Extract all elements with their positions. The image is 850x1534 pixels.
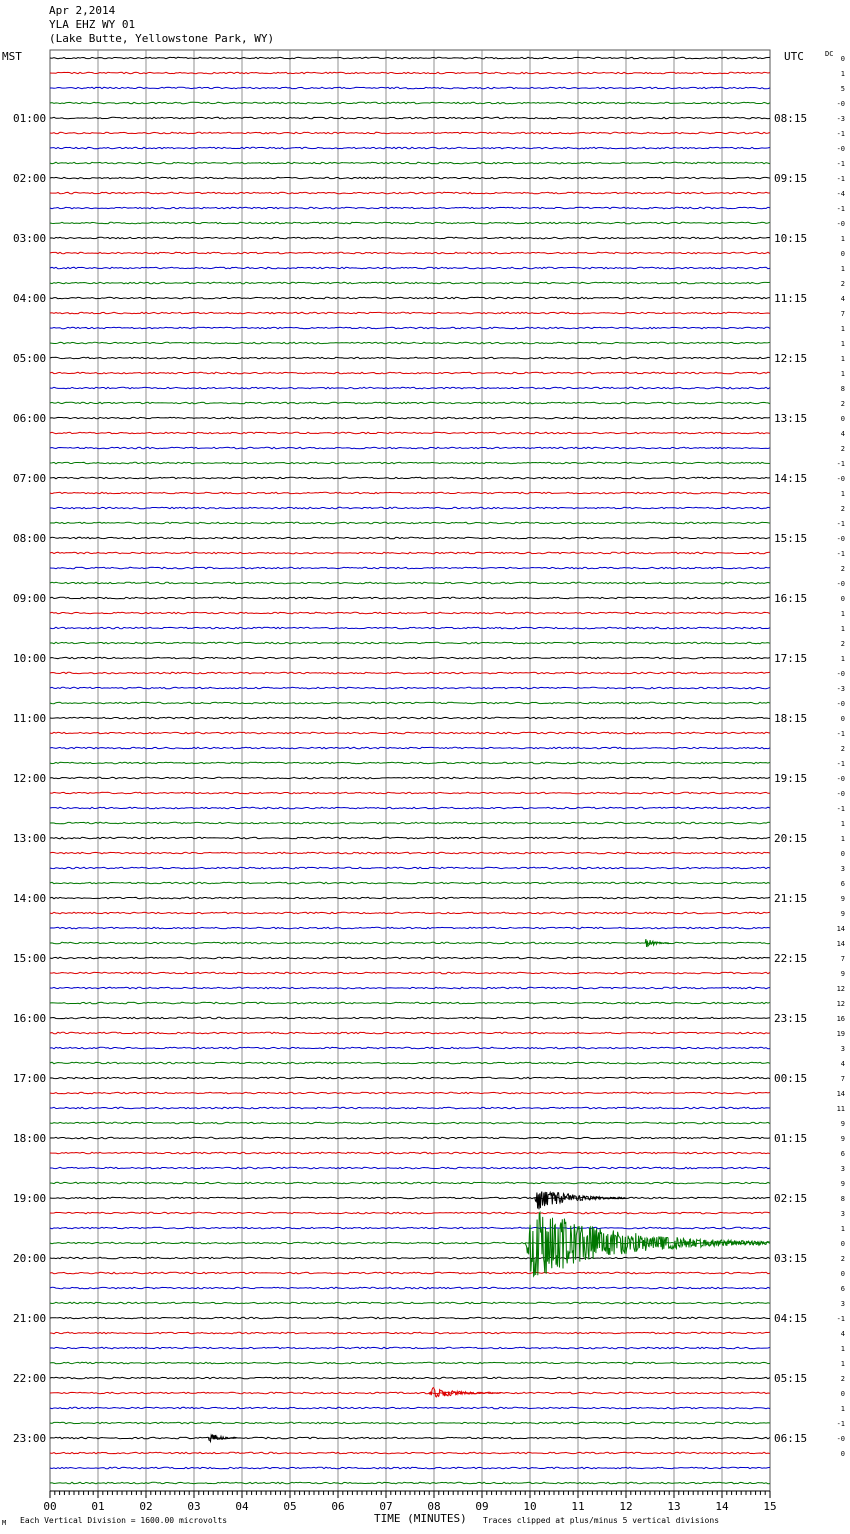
dc-offset-label: -0 xyxy=(836,700,845,708)
dc-offset-label: 16 xyxy=(836,1015,845,1023)
trace-row xyxy=(50,597,770,599)
dc-offset-label: 1 xyxy=(840,235,845,243)
left-hour-label: 12:00 xyxy=(13,772,47,785)
dc-offset-label: -3 xyxy=(836,115,845,123)
dc-offset-label: 1 xyxy=(840,835,845,843)
dc-offset-label: 2 xyxy=(840,400,845,408)
left-hour-label: 06:00 xyxy=(13,412,47,425)
right-hour-label: 18:15 xyxy=(774,712,808,725)
right-hour-label: 20:15 xyxy=(774,832,808,845)
corner-mark: M xyxy=(2,1519,7,1527)
right-hour-label: 19:15 xyxy=(774,772,808,785)
trace-row xyxy=(50,1452,770,1454)
scale-note: Each Vertical Division = 1600.00 microvolts xyxy=(20,1516,228,1525)
trace-row xyxy=(50,1362,770,1364)
trace-row xyxy=(50,1002,770,1004)
dc-offset-label: 4 xyxy=(840,1060,845,1068)
trace-row xyxy=(50,582,770,584)
dc-offset-label: 2 xyxy=(840,640,845,648)
dc-offset-label: 9 xyxy=(840,1120,845,1128)
trace-row xyxy=(50,537,770,539)
dc-offset-label: -0 xyxy=(836,475,845,483)
dc-offset-label: -1 xyxy=(836,760,845,768)
left-hour-label: 01:00 xyxy=(13,112,47,125)
trace-row xyxy=(50,702,770,704)
dc-offset-label: 8 xyxy=(840,385,845,393)
x-tick-label: 05 xyxy=(283,1500,297,1513)
trace-row xyxy=(50,837,770,839)
right-hour-label: 04:15 xyxy=(774,1312,808,1325)
trace-row xyxy=(50,552,770,554)
right-hour-label: 23:15 xyxy=(774,1012,808,1025)
x-tick-label: 13 xyxy=(667,1500,681,1513)
trace-row xyxy=(50,522,770,524)
trace-row xyxy=(50,957,770,959)
trace-row xyxy=(50,162,770,164)
dc-offset-label: -0 xyxy=(836,220,845,228)
right-hour-label: 14:15 xyxy=(774,472,808,485)
dc-offset-label: 2 xyxy=(840,280,845,288)
dc-offset-label: -0 xyxy=(836,580,845,588)
trace-row xyxy=(50,252,770,254)
dc-offset-label: 6 xyxy=(840,880,845,888)
x-tick-label: 12 xyxy=(619,1500,633,1513)
dc-offset-label: 9 xyxy=(840,970,845,978)
trace-row xyxy=(50,747,770,749)
dc-offset-label: 1 xyxy=(840,355,845,363)
left-hour-label: 20:00 xyxy=(13,1252,47,1265)
dc-offset-label: 0 xyxy=(840,1390,845,1398)
clip-note: Traces clipped at plus/minus 5 vertical divisions xyxy=(483,1516,720,1525)
right-hour-label: 21:15 xyxy=(774,892,808,905)
dc-offset-label: 0 xyxy=(840,1450,845,1458)
dc-offset-label: -1 xyxy=(836,550,845,558)
trace-row xyxy=(50,72,770,74)
dc-offset-label: 2 xyxy=(840,505,845,513)
dc-offset-label: 2 xyxy=(840,1375,845,1383)
dc-offset-label: -0 xyxy=(836,145,845,153)
trace-row xyxy=(50,432,770,434)
trace-row xyxy=(50,642,770,644)
left-hour-label: 18:00 xyxy=(13,1132,47,1145)
trace-row xyxy=(50,207,770,209)
right-hour-label: 02:15 xyxy=(774,1192,808,1205)
trace-row xyxy=(50,1332,770,1334)
dc-offset-label: 4 xyxy=(840,430,845,438)
trace-row xyxy=(50,1047,770,1049)
dc-offset-label: -4 xyxy=(836,190,845,198)
trace-row xyxy=(50,1092,770,1094)
trace-row xyxy=(50,972,770,974)
x-tick-label: 02 xyxy=(139,1500,153,1513)
dc-offset-label: 3 xyxy=(840,1210,845,1218)
trace-row xyxy=(50,882,770,884)
dc-offset-label: 7 xyxy=(840,955,845,963)
dc-offset-label: 0 xyxy=(840,595,845,603)
left-hour-label: 02:00 xyxy=(13,172,47,185)
left-hour-label: 08:00 xyxy=(13,532,47,545)
trace-row xyxy=(50,1482,770,1484)
left-hour-label: 07:00 xyxy=(13,472,47,485)
trace-row xyxy=(50,1302,770,1304)
dc-offset-label: 1 xyxy=(840,370,845,378)
dc-offset-label: 1 xyxy=(840,655,845,663)
dc-offset-label: -0 xyxy=(836,535,845,543)
dc-offset-label: 2 xyxy=(840,1255,845,1263)
trace-row xyxy=(50,762,770,764)
right-hour-label: 13:15 xyxy=(774,412,808,425)
left-hour-label: 05:00 xyxy=(13,352,47,365)
dc-label: DC xyxy=(825,50,834,58)
dc-offset-label: -1 xyxy=(836,205,845,213)
right-hour-label: 03:15 xyxy=(774,1252,808,1265)
trace-row xyxy=(50,1227,770,1229)
dc-offset-label: 1 xyxy=(840,820,845,828)
left-hour-label: 15:00 xyxy=(13,952,47,965)
x-tick-label: 06 xyxy=(331,1500,345,1513)
right-hour-label: 05:15 xyxy=(774,1372,808,1385)
trace-row xyxy=(50,1407,770,1409)
dc-offset-label: 0 xyxy=(840,850,845,858)
x-tick-label: 03 xyxy=(187,1500,201,1513)
left-hour-label: 03:00 xyxy=(13,232,47,245)
dc-offset-label: 8 xyxy=(840,1195,845,1203)
left-hour-label: 10:00 xyxy=(13,652,47,665)
trace-row xyxy=(50,102,770,104)
trace-row xyxy=(50,852,770,854)
trace-row xyxy=(50,447,770,449)
trace-row xyxy=(50,1137,770,1139)
trace-row xyxy=(50,1167,770,1169)
dc-offset-label: -1 xyxy=(836,130,845,138)
dc-offset-label: 1 xyxy=(840,265,845,273)
x-tick-label: 11 xyxy=(571,1500,585,1513)
dc-offset-label: 14 xyxy=(836,925,845,933)
x-tick-label: 07 xyxy=(379,1500,393,1513)
right-hour-label: 22:15 xyxy=(774,952,808,965)
x-axis-title: TIME (MINUTES) xyxy=(374,1512,467,1525)
right-hour-label: 15:15 xyxy=(774,532,808,545)
plot-grid xyxy=(50,50,770,1491)
trace-row xyxy=(50,342,770,344)
dc-offset-label: -1 xyxy=(836,175,845,183)
trace-row xyxy=(50,1422,770,1424)
trace-row xyxy=(50,372,770,374)
trace-row xyxy=(50,312,770,314)
trace-row xyxy=(50,912,770,914)
dc-offset-label: 1 xyxy=(840,1345,845,1353)
trace-row xyxy=(50,327,770,329)
left-hour-label: 16:00 xyxy=(13,1012,47,1025)
trace-row xyxy=(50,807,770,809)
dc-offset-label: -0 xyxy=(836,790,845,798)
trace-row xyxy=(50,147,770,149)
trace-row xyxy=(50,462,770,464)
dc-offset-label: -3 xyxy=(836,685,845,693)
x-axis xyxy=(43,1491,776,1513)
dc-offset-label: 7 xyxy=(840,310,845,318)
x-tick-label: 08 xyxy=(427,1500,441,1513)
dc-offset-label: 9 xyxy=(840,895,845,903)
trace-row xyxy=(50,1257,770,1259)
dc-offset-label: 2 xyxy=(840,565,845,573)
x-tick-label: 09 xyxy=(475,1500,489,1513)
dc-offset-label: 1 xyxy=(840,70,845,78)
dc-offset-label: 3 xyxy=(840,865,845,873)
seismic-events xyxy=(208,939,769,1441)
right-hour-label: 17:15 xyxy=(774,652,808,665)
trace-row xyxy=(50,402,770,404)
dc-offset-label: 1 xyxy=(840,625,845,633)
dc-offset-label: 1 xyxy=(840,1225,845,1233)
dc-offset-label: -0 xyxy=(836,1435,845,1443)
right-hour-label: 00:15 xyxy=(774,1072,808,1085)
header-station: YLA EHZ WY 01 xyxy=(49,18,136,31)
right-hour-label: 09:15 xyxy=(774,172,808,185)
header-date: Apr 2,2014 xyxy=(49,4,116,17)
trace-row xyxy=(50,87,770,89)
dc-offset-label: 1 xyxy=(840,1405,845,1413)
dc-offset-label: 3 xyxy=(840,1300,845,1308)
right-hour-label: 11:15 xyxy=(774,292,808,305)
trace-row xyxy=(50,792,770,794)
left-hour-label: 14:00 xyxy=(13,892,47,905)
trace-row xyxy=(50,222,770,224)
trace-row xyxy=(50,567,770,569)
dc-offset-label: 9 xyxy=(840,1180,845,1188)
dc-offset-label: -0 xyxy=(836,670,845,678)
dc-offset-label: 9 xyxy=(840,910,845,918)
dc-offset-label: 2 xyxy=(840,445,845,453)
dc-offset-label: 7 xyxy=(840,1075,845,1083)
x-tick-label: 15 xyxy=(763,1500,777,1513)
dc-offset-label: -1 xyxy=(836,805,845,813)
left-hour-label: 04:00 xyxy=(13,292,47,305)
trace-row xyxy=(50,1032,770,1034)
dc-offset-label: 1 xyxy=(840,325,845,333)
trace-row xyxy=(50,897,770,899)
trace-row xyxy=(50,357,770,359)
left-hour-label: 23:00 xyxy=(13,1432,47,1445)
trace-row xyxy=(50,1017,770,1019)
dc-offset-label: -1 xyxy=(836,520,845,528)
x-tick-label: 04 xyxy=(235,1500,249,1513)
dc-offset-label: -1 xyxy=(836,1315,845,1323)
trace-row xyxy=(50,507,770,509)
dc-offset-label: 6 xyxy=(840,1150,845,1158)
dc-offset-label: 1 xyxy=(840,610,845,618)
right-timezone-label: UTC xyxy=(784,50,804,63)
dc-offset-label: 0 xyxy=(840,55,845,63)
dc-offset-label: 9 xyxy=(840,1135,845,1143)
trace-row xyxy=(50,987,770,989)
dc-offset-label: -0 xyxy=(836,100,845,108)
trace-row xyxy=(50,1122,770,1124)
trace-row xyxy=(50,1467,770,1469)
trace-row xyxy=(50,672,770,674)
trace-row xyxy=(50,237,770,239)
right-hour-label: 01:15 xyxy=(774,1132,808,1145)
trace-row xyxy=(50,1197,770,1199)
trace-row xyxy=(50,777,770,779)
trace-row xyxy=(50,387,770,389)
left-timezone-label: MST xyxy=(2,50,22,63)
trace-row xyxy=(50,1182,770,1184)
dc-offset-label: 11 xyxy=(836,1105,845,1113)
dc-offset-label: 0 xyxy=(840,415,845,423)
seismic-event xyxy=(535,1192,626,1210)
dc-offset-label: -1 xyxy=(836,160,845,168)
dc-offset-label: 0 xyxy=(840,1270,845,1278)
dc-offset-label: 3 xyxy=(840,1165,845,1173)
dc-offset-label: 6 xyxy=(840,1285,845,1293)
right-hour-label: 16:15 xyxy=(774,592,808,605)
trace-row xyxy=(50,657,770,659)
dc-offset-label: 0 xyxy=(840,250,845,258)
x-tick-label: 10 xyxy=(523,1500,537,1513)
trace-row xyxy=(50,1287,770,1289)
seismic-traces xyxy=(50,57,770,1484)
trace-row xyxy=(50,927,770,929)
left-hour-label: 19:00 xyxy=(13,1192,47,1205)
trace-row xyxy=(50,1392,770,1394)
trace-row xyxy=(50,612,770,614)
trace-row xyxy=(50,1062,770,1064)
trace-row xyxy=(50,267,770,269)
trace-row xyxy=(50,477,770,479)
left-hour-label: 21:00 xyxy=(13,1312,47,1325)
left-hour-label: 11:00 xyxy=(13,712,47,725)
trace-row xyxy=(50,492,770,494)
dc-offset-label: 14 xyxy=(836,1090,845,1098)
seismic-event xyxy=(525,1213,769,1277)
plot-frame xyxy=(50,50,770,1491)
x-tick-label: 01 xyxy=(91,1500,105,1513)
right-hour-label: 06:15 xyxy=(774,1432,808,1445)
left-hour-label: 09:00 xyxy=(13,592,47,605)
trace-row xyxy=(50,57,770,59)
right-hour-label: 08:15 xyxy=(774,112,808,125)
dc-offset-label: 12 xyxy=(836,985,845,993)
trace-row xyxy=(50,1347,770,1349)
trace-row xyxy=(50,117,770,119)
dc-offset-label: 3 xyxy=(840,1045,845,1053)
trace-row xyxy=(50,1107,770,1109)
trace-row xyxy=(50,1437,770,1439)
right-hour-label: 12:15 xyxy=(774,352,808,365)
dc-offset-label: 14 xyxy=(836,940,845,948)
trace-row xyxy=(50,417,770,419)
dc-offset-label: 19 xyxy=(836,1030,845,1038)
dc-offset-label: -0 xyxy=(836,775,845,783)
trace-row xyxy=(50,627,770,629)
trace-row xyxy=(50,1272,770,1274)
right-hour-label: 10:15 xyxy=(774,232,808,245)
trace-row xyxy=(50,1377,770,1379)
dc-offset-label: -1 xyxy=(836,460,845,468)
left-hour-label: 13:00 xyxy=(13,832,47,845)
dc-offset-label: 0 xyxy=(840,1240,845,1248)
left-hour-label: 17:00 xyxy=(13,1072,47,1085)
dc-offset-label: 2 xyxy=(840,745,845,753)
trace-row xyxy=(50,867,770,869)
dc-offset-label: 5 xyxy=(840,85,845,93)
trace-row xyxy=(50,192,770,194)
time-labels xyxy=(2,50,845,1458)
dc-offset-label: 1 xyxy=(840,490,845,498)
dc-offset-label: -1 xyxy=(836,1420,845,1428)
trace-row xyxy=(50,1212,770,1214)
trace-row xyxy=(50,687,770,689)
dc-offset-label: 1 xyxy=(840,340,845,348)
trace-row xyxy=(50,717,770,719)
trace-row xyxy=(50,1077,770,1079)
seismic-event xyxy=(208,1435,237,1442)
trace-row xyxy=(50,1317,770,1319)
left-hour-label: 22:00 xyxy=(13,1372,47,1385)
dc-offset-label: 1 xyxy=(840,1360,845,1368)
trace-row xyxy=(50,282,770,284)
dc-offset-label: -1 xyxy=(836,730,845,738)
trace-row xyxy=(50,1152,770,1154)
trace-row xyxy=(50,177,770,179)
trace-row xyxy=(50,732,770,734)
trace-row xyxy=(50,297,770,299)
dc-offset-label: 4 xyxy=(840,295,845,303)
trace-row xyxy=(50,132,770,134)
dc-offset-label: 4 xyxy=(840,1330,845,1338)
dc-offset-label: 0 xyxy=(840,715,845,723)
dc-offset-label: 12 xyxy=(836,1000,845,1008)
trace-row xyxy=(50,822,770,824)
x-tick-label: 14 xyxy=(715,1500,729,1513)
x-tick-label: 00 xyxy=(43,1500,57,1513)
header-location: (Lake Butte, Yellowstone Park, WY) xyxy=(49,32,275,45)
